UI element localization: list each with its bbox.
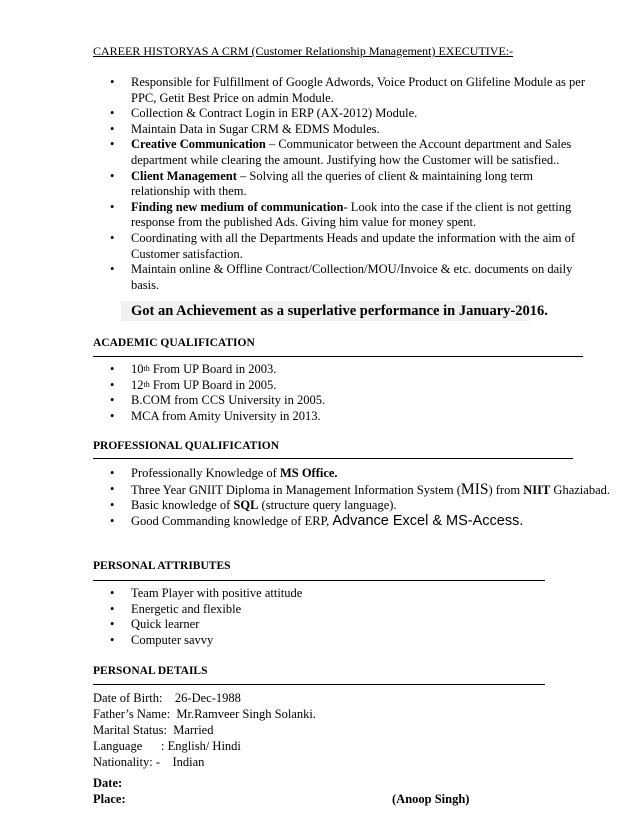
list-item: • 10th From UP Board in 2003. <box>93 362 613 378</box>
list-item: • B.COM from CCS University in 2005. <box>93 393 613 409</box>
career-history-heading: CAREER HISTORYAS A CRM (Customer Relationship Management) EXECUTIVE:- <box>93 44 514 58</box>
academic-list <box>93 362 613 424</box>
place-label: Place: <box>93 792 126 806</box>
list-item: • Three Year GNIIT Diploma in Management Information System (MIS) from NIIT Ghaziabad. <box>93 482 613 499</box>
attributes-list <box>93 586 613 648</box>
date-label: Date: <box>93 776 123 790</box>
attributes-heading: PERSONAL ATTRIBUTES <box>93 560 231 572</box>
detail-row: Language : English/ Hindi <box>93 739 241 753</box>
list-item: • Computer savvy <box>93 633 613 649</box>
detail-row: Marital Status: Married <box>93 723 214 737</box>
section-divider <box>93 356 583 357</box>
list-item: • Maintain Data in Sugar CRM & EDMS Modules. <box>93 122 593 138</box>
list-item: • Finding new medium of communication- Look into the case if the client is not getting response from the published Ads. Giving him value for money spent. <box>93 200 593 231</box>
list-item: • Client Management – Solving all the queries of client & maintaining long term relationship with them. <box>93 169 593 200</box>
academic-heading: ACADEMIC QUALIFICATION <box>93 337 255 349</box>
list-item: • 12th From UP Board in 2005. <box>93 378 613 394</box>
detail-row: Date of Birth: 26-Dec-1988 <box>93 691 241 705</box>
details-heading: PERSONAL DETAILS <box>93 665 208 677</box>
list-item: • Professionally Knowledge of MS Office. <box>93 466 613 482</box>
list-item: • Basic knowledge of SQL (structure query language). <box>93 498 613 514</box>
professional-list <box>93 466 613 529</box>
personal-details <box>93 690 316 770</box>
list-item: • Creative Communication – Communicator between the Account department and Sales department while clearing the amount. Justifying how the Customer will be satisfied.. <box>93 137 593 168</box>
list-item: • Maintain online & Offline Contract/Collection/MOU/Invoice & etc. documents on daily basis. <box>93 262 593 293</box>
detail-row: Father’s Name: Mr.Ramveer Singh Solanki. <box>93 707 317 721</box>
list-item: • Collection & Contract Login in ERP (AX-2012) Module. <box>93 106 593 122</box>
signature-name: (Anoop Singh) <box>392 792 470 806</box>
list-item: • Quick learner <box>93 617 613 633</box>
list-item: • Energetic and flexible <box>93 602 613 618</box>
list-item: • Good Commanding knowledge of ERP, Advance Excel & MS-Access. <box>93 514 613 530</box>
section-divider <box>93 458 573 459</box>
section-divider <box>93 684 545 685</box>
professional-heading: PROFESSIONAL QUALIFICATION <box>93 440 280 452</box>
list-item: • Responsible for Fulfillment of Google Adwords, Voice Product on Glifeline Module as per PPC, Getit Best Price on admin Module. <box>93 75 593 106</box>
career-responsibilities-list <box>93 75 593 293</box>
section-divider <box>93 580 545 581</box>
detail-row: Nationality: - Indian <box>93 755 205 769</box>
list-item: • Team Player with positive attitude <box>93 586 613 602</box>
list-item: • MCA from Amity University in 2013. <box>93 409 613 425</box>
list-item: • Coordinating with all the Departments Heads and update the information with the aim of Customer satisfaction. <box>93 231 593 262</box>
achievement-text: Got an Achievement as a superlative performance in January-2016. <box>131 303 548 319</box>
